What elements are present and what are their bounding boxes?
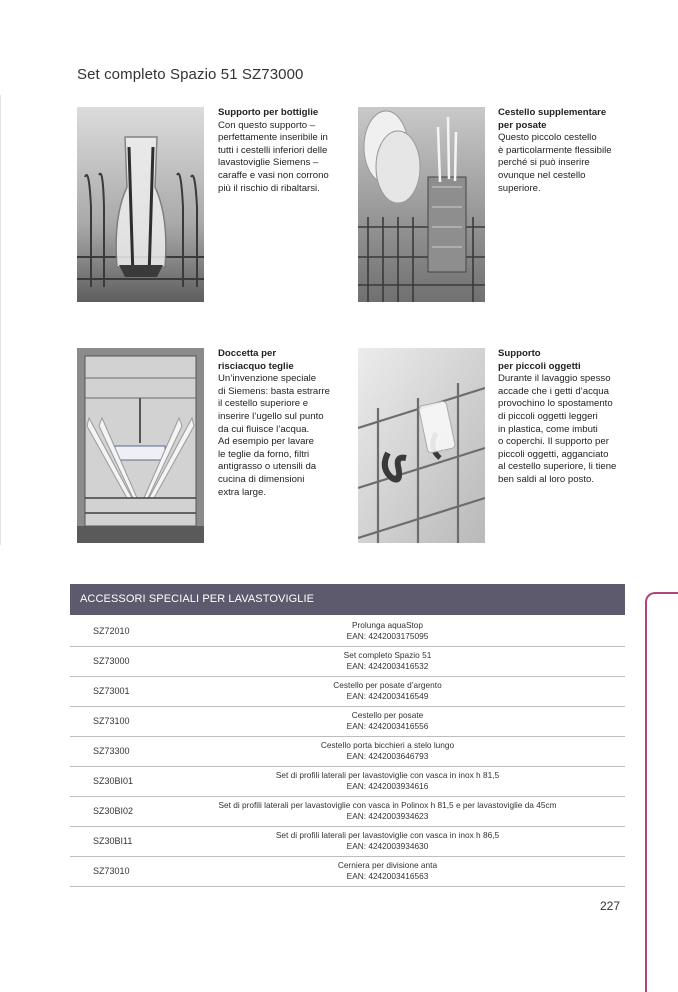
page-title: Set completo Spazio 51 SZ73000 [77,66,304,83]
product-code: SZ30BI11 [93,836,133,846]
product-ean: EAN: 4242003416532 [346,660,429,671]
product-description-4 [498,348,633,487]
product-name: Set completo Spazio 51 [343,650,432,660]
product-name: Cestello porta bicchieri a stelo lungo [320,740,455,750]
section-tab-outline [645,592,678,992]
table-row [70,677,625,707]
table-row [70,647,625,677]
product-heading: Supporto per piccoli oggetti [498,348,581,372]
table-row [70,737,625,767]
product-name: Set di profili laterali per lavastoviglie con vasca in inox h 81,5 [275,770,500,780]
product-name: Cerniera per divisione anta [337,860,438,870]
product-heading: Doccetta per risciacquo teglie [218,348,294,372]
product-ean: EAN: 4242003416549 [346,690,429,701]
product-code: SZ73000 [93,656,130,666]
product-heading: Supporto per bottiglie [218,107,319,118]
cutlery-basket-photo [358,107,485,302]
product-name: Set di profili laterali per lavastoviglie con vasca in inox h 86,5 [275,830,500,840]
product-description-1 [218,107,353,195]
product-code: SZ73300 [93,746,130,756]
product-name: Cestello per posate d’argento [333,680,442,690]
product-code: SZ72010 [93,626,130,636]
page-number: 227 [600,899,621,913]
table-row [70,707,625,737]
product-code: SZ73100 [93,716,130,726]
product-heading: Cestello supplementare per posate [498,107,607,131]
product-body: Durante il lavaggio spesso accade che i getti d’acqua provochino lo spostamento di piccoli oggetti leggeri in plastica, come imbuti o coperchi. Il supporto per piccoli oggetti, agganciato al cestello superiore, li tiene ben saldi al loro posto. [498,373,617,485]
product-name: Set di profili laterali per lavastoviglie con vasca in Polinox h 81,5 e per lavastoviglie da 45cm [218,800,557,810]
product-code: SZ73010 [93,866,130,876]
product-code: SZ73001 [93,686,130,696]
product-ean: EAN: 4242003646793 [346,750,429,761]
left-margin-rule [0,95,1,545]
product-ean: EAN: 4242003934623 [346,810,429,821]
table-row [70,797,625,827]
product-description-3 [218,348,353,499]
product-description-2 [498,107,633,195]
product-name: Prolunga aquaStop [351,620,424,630]
product-code: SZ30BI01 [93,776,134,786]
table-row [70,857,625,887]
product-ean: EAN: 4242003175095 [346,630,429,641]
product-code: SZ30BI02 [93,806,134,816]
bottle-support-photo [77,107,204,302]
product-ean: EAN: 4242003416556 [346,720,429,731]
product-ean: EAN: 4242003934630 [346,840,429,851]
table-row [70,767,625,797]
product-body: Un’invenzione speciale di Siemens: basta estrarre il cestello superiore e inserire l’ugello sul punto da cui fluisce l’acqua. Ad esempio per lavare le teglie da forno, filtri antigrasso o utensili da cucina di dimensioni extra large. [218,373,330,498]
small-items-holder-photo [358,348,485,543]
accessories-table [70,617,625,887]
rinse-nozzle-photo [77,348,204,543]
product-ean: EAN: 4242003416563 [346,870,429,881]
product-name: Cestello per posate [351,710,424,720]
product-ean: EAN: 4242003934616 [346,780,429,791]
table-row [70,617,625,647]
table-row [70,827,625,857]
product-body: Con questo supporto – perfettamente inseribile in tutti i cestelli inferiori delle lavastoviglie Siemens – caraffe e vasi non corrono più il rischio di ribaltarsi. [218,119,329,194]
accessories-table-header: ACCESSORI SPECIALI PER LAVASTOVIGLIE [70,584,625,615]
product-body: Questo piccolo cestello è particolarmente flessibile perché si può inserire ovunque nel cestello superiore. [498,132,612,194]
